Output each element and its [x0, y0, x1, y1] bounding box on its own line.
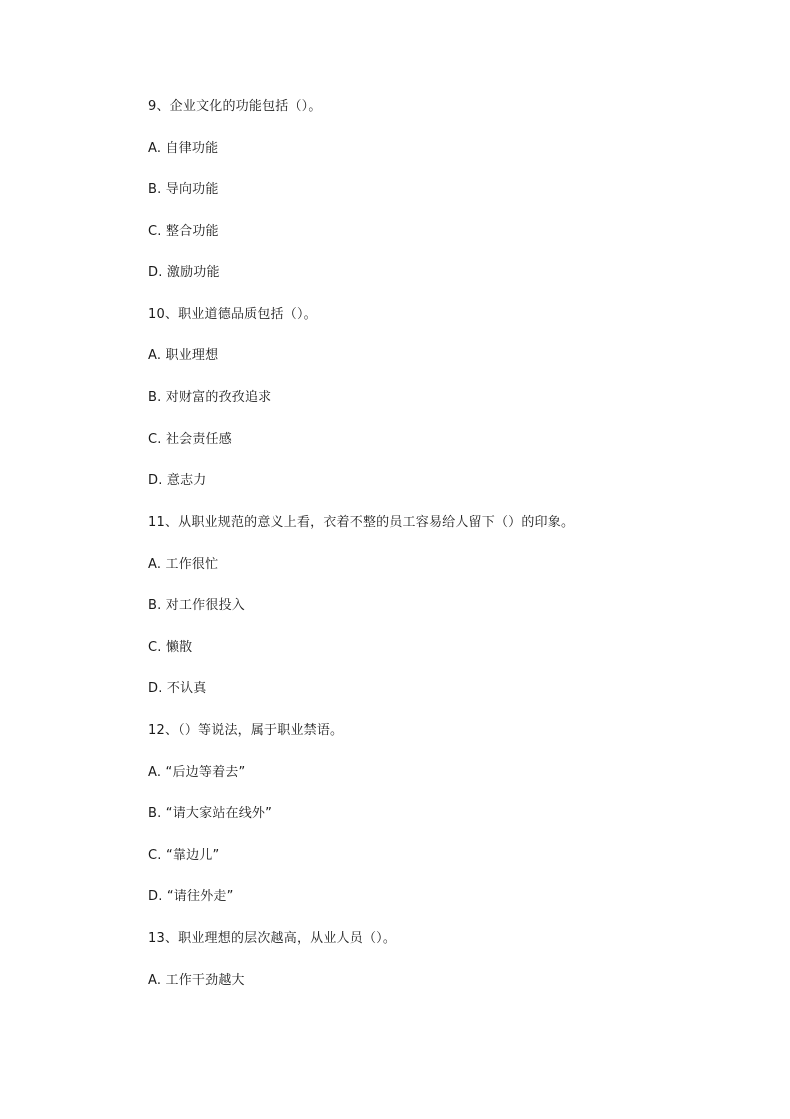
- question-12: 12、（）等说法，属于职业禁语。: [148, 723, 344, 738]
- question-13-option-a: A. 工作干劲越大: [148, 973, 245, 988]
- question-11: 11、从职业规范的意义上看，衣着不整的员工容易给人留下（）的印象。: [148, 515, 575, 530]
- question-10-option-d: D. 意志力: [148, 473, 207, 488]
- question-13: 13、职业理想的层次越高，从业人员（）。: [148, 931, 397, 946]
- question-10-option-a: A. 职业理想: [148, 348, 219, 363]
- question-11-option-c: C. 懒散: [148, 640, 193, 655]
- question-9-option-d: D. 激励功能: [148, 265, 220, 280]
- question-9: 9、企业文化的功能包括（）。: [148, 99, 322, 114]
- question-10: 10、职业道德品质包括（）。: [148, 307, 317, 322]
- question-12-option-c: C. “靠边儿”: [148, 848, 220, 863]
- question-12-option-b: B. “请大家站在线外”: [148, 806, 273, 821]
- question-9-option-b: B. 导向功能: [148, 182, 219, 197]
- question-10-option-b: B. 对财富的孜孜追求: [148, 390, 272, 405]
- question-10-option-c: C. 社会责任感: [148, 432, 232, 447]
- question-9-option-a: A. 自律功能: [148, 141, 219, 156]
- question-12-option-a: A. “后边等着去”: [148, 765, 246, 780]
- question-11-option-d: D. 不认真: [148, 681, 207, 696]
- question-9-option-c: C. 整合功能: [148, 224, 219, 239]
- question-12-option-d: D. “请往外走”: [148, 889, 234, 904]
- question-11-option-b: B. 对工作很投入: [148, 598, 245, 613]
- question-11-option-a: A. 工作很忙: [148, 557, 219, 572]
